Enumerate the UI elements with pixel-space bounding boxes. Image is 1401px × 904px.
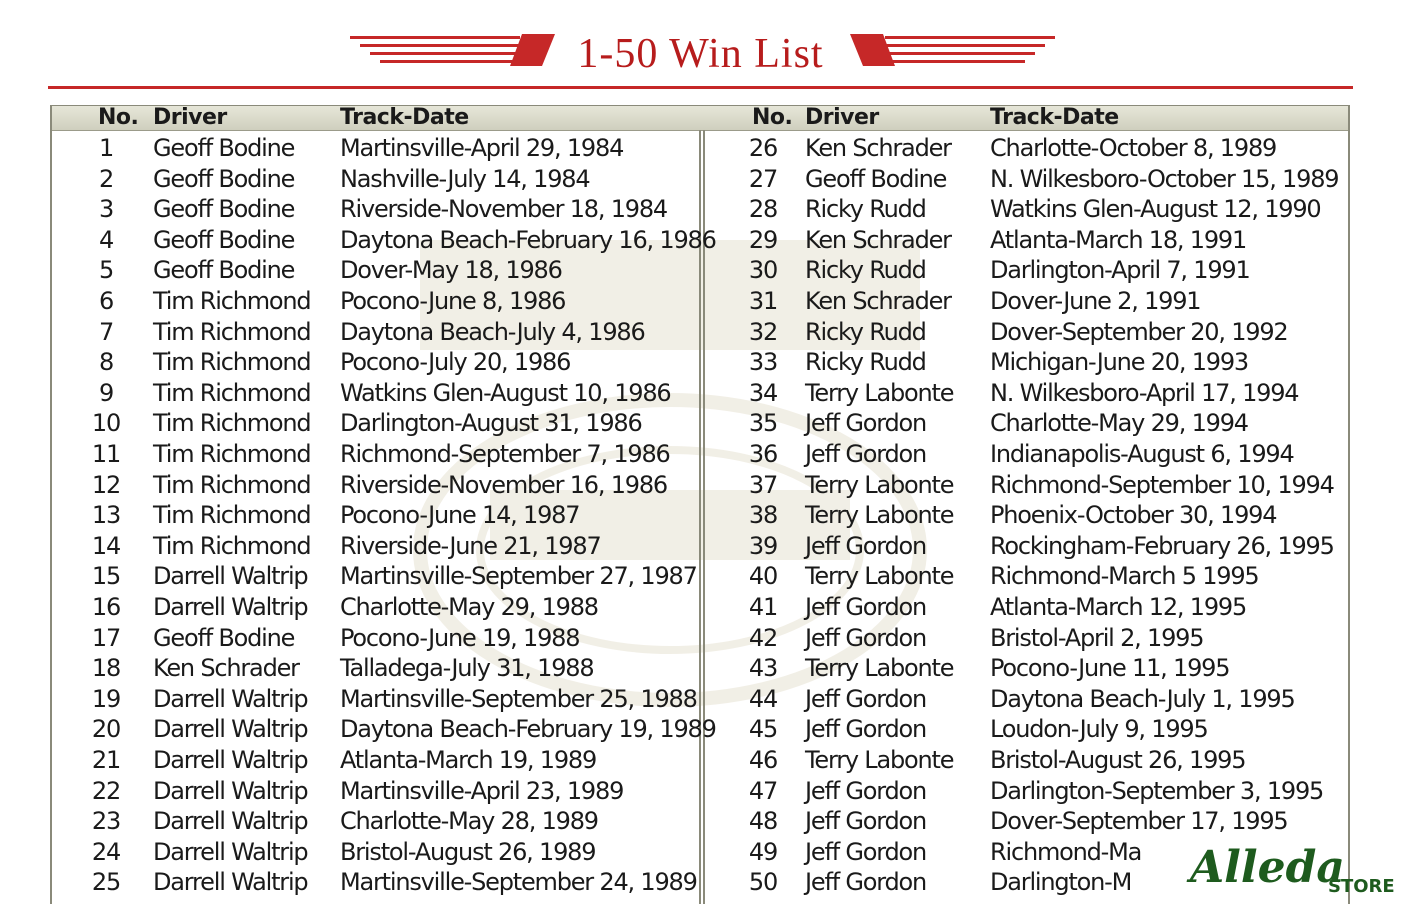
table-row	[0, 409, 1401, 439]
track-date: Talladega-July 31, 1988	[340, 654, 594, 683]
win-number: 18	[91, 654, 121, 683]
track-date: Darlington-August 31, 1986	[340, 409, 642, 438]
header-track-date-left: Track-Date	[340, 105, 469, 130]
win-number: 2	[98, 164, 114, 193]
win-number: 11	[91, 440, 121, 468]
win-number: 30	[748, 256, 778, 285]
track-date: Dover-June 2, 1991	[990, 287, 1201, 315]
win-number: 12	[91, 470, 121, 499]
track-date: Richmond-Ma	[990, 837, 1142, 866]
driver-name: Darrell Waltrip	[153, 715, 308, 744]
win-number: 6	[98, 287, 114, 315]
win-number: 32	[748, 317, 778, 346]
track-date: Charlotte-May 29, 1994	[990, 409, 1248, 438]
win-number: 15	[91, 562, 121, 591]
win-number: 41	[748, 593, 778, 621]
track-date: Michigan-June 20, 1993	[990, 348, 1248, 377]
win-number: 9	[98, 378, 114, 407]
driver-name: Tim Richmond	[153, 501, 311, 530]
win-number: 35	[748, 409, 778, 438]
driver-name: Geoff Bodine	[153, 623, 295, 652]
driver-name: Jeff Gordon	[805, 684, 927, 713]
driver-name: Terry Labonte	[805, 378, 954, 407]
win-number: 27	[748, 164, 778, 193]
win-number: 22	[91, 776, 121, 805]
store-logo: Alleda	[1190, 842, 1345, 893]
win-number: 25	[91, 868, 121, 897]
track-date: N. Wilkesboro-October 15, 1989	[990, 164, 1339, 193]
win-number: 7	[98, 317, 114, 346]
win-number: 16	[91, 593, 121, 621]
table-row	[0, 287, 1401, 317]
win-number: 1	[98, 134, 114, 162]
table-row	[0, 654, 1401, 684]
table-row	[0, 501, 1401, 531]
driver-name: Darrell Waltrip	[153, 868, 308, 897]
table-row	[0, 471, 1401, 501]
win-number: 42	[748, 623, 778, 652]
win-number: 44	[748, 684, 778, 713]
driver-name: Geoff Bodine	[153, 225, 295, 254]
win-number: 36	[748, 440, 778, 468]
track-date: Pocono-June 19, 1988	[340, 623, 580, 652]
driver-name: Geoff Bodine	[805, 164, 947, 193]
right-wing-ornament	[845, 32, 1055, 72]
title-area	[0, 22, 1401, 82]
table-row	[0, 715, 1401, 745]
win-number: 48	[748, 807, 778, 836]
table-row	[0, 348, 1401, 378]
track-date: Riverside-November 18, 1984	[340, 195, 667, 224]
table-header-bar	[52, 106, 1348, 131]
track-date: Daytona Beach-July 1, 1995	[990, 684, 1295, 713]
track-date: Darlington-M	[990, 868, 1132, 897]
driver-name: Terry Labonte	[805, 746, 954, 774]
driver-name: Tim Richmond	[153, 348, 311, 377]
table-row	[0, 379, 1401, 409]
driver-name: Jeff Gordon	[805, 440, 927, 468]
table-row	[0, 685, 1401, 715]
track-date: Indianapolis-August 6, 1994	[990, 440, 1294, 468]
track-date: Atlanta-March 19, 1989	[340, 746, 597, 774]
driver-name: Geoff Bodine	[153, 164, 295, 193]
win-number: 50	[748, 868, 778, 897]
win-number: 21	[91, 746, 121, 774]
table-row	[0, 134, 1401, 164]
driver-name: Ricky Rudd	[805, 195, 926, 224]
win-number: 38	[748, 501, 778, 530]
win-number: 14	[91, 531, 121, 560]
table-row	[0, 532, 1401, 562]
driver-name: Jeff Gordon	[805, 776, 927, 805]
win-number: 45	[748, 715, 778, 744]
track-date: Charlotte-October 8, 1989	[990, 134, 1277, 162]
track-date: Darlington-September 3, 1995	[990, 776, 1324, 805]
track-date: Rockingham-February 26, 1995	[990, 531, 1334, 560]
track-date: Bristol-April 2, 1995	[990, 623, 1204, 652]
win-number: 24	[91, 837, 121, 866]
header-driver-left: Driver	[153, 105, 227, 130]
driver-name: Jeff Gordon	[805, 715, 927, 744]
track-date: Richmond-March 5 1995	[990, 562, 1259, 591]
track-date: Riverside-November 16, 1986	[340, 470, 667, 499]
win-number: 3	[98, 195, 114, 224]
win-number: 17	[91, 623, 121, 652]
driver-name: Jeff Gordon	[805, 593, 927, 621]
header-track-date-right: Track-Date	[990, 105, 1119, 130]
table-row	[0, 562, 1401, 592]
track-date: Riverside-June 21, 1987	[340, 531, 601, 560]
driver-name: Geoff Bodine	[153, 256, 295, 285]
win-number: 31	[748, 287, 778, 315]
win-number: 39	[748, 531, 778, 560]
driver-name: Ken Schrader	[805, 134, 951, 162]
driver-name: Jeff Gordon	[805, 868, 927, 897]
driver-name: Tim Richmond	[153, 287, 311, 315]
win-number: 19	[91, 684, 121, 713]
track-date: Bristol-August 26, 1989	[340, 837, 596, 866]
driver-name: Darrell Waltrip	[153, 684, 308, 713]
driver-name: Darrell Waltrip	[153, 593, 308, 621]
win-number: 49	[748, 837, 778, 866]
driver-name: Ken Schrader	[805, 225, 951, 254]
track-date: N. Wilkesboro-April 17, 1994	[990, 378, 1299, 407]
driver-name: Tim Richmond	[153, 378, 311, 407]
win-number: 13	[91, 501, 121, 530]
driver-name: Geoff Bodine	[153, 195, 295, 224]
win-number: 5	[98, 256, 114, 285]
header-no-left: No.	[98, 105, 139, 130]
title-rule	[48, 86, 1353, 89]
track-date: Nashville-July 14, 1984	[340, 164, 590, 193]
driver-name: Ricky Rudd	[805, 317, 926, 346]
driver-name: Darrell Waltrip	[153, 776, 308, 805]
header-no-right: No.	[752, 105, 793, 130]
track-date: Martinsville-September 27, 1987	[340, 562, 697, 591]
track-date: Atlanta-March 12, 1995	[990, 593, 1247, 621]
track-date: Pocono-June 8, 1986	[340, 287, 566, 315]
table-row	[0, 807, 1401, 837]
table-row	[0, 318, 1401, 348]
driver-name: Ricky Rudd	[805, 348, 926, 377]
table-row	[0, 256, 1401, 286]
driver-name: Darrell Waltrip	[153, 837, 308, 866]
table-row	[0, 226, 1401, 256]
driver-name: Darrell Waltrip	[153, 746, 308, 774]
driver-name: Tim Richmond	[153, 440, 311, 468]
table-row	[0, 777, 1401, 807]
page-title: 1-50 Win List	[577, 31, 824, 77]
win-number: 40	[748, 562, 778, 591]
table-row	[0, 195, 1401, 225]
win-number: 47	[748, 776, 778, 805]
track-date: Pocono-June 14, 1987	[340, 501, 580, 530]
track-date: Martinsville-September 25, 1988	[340, 684, 697, 713]
track-date: Daytona Beach-February 19, 1989	[340, 715, 716, 744]
header-driver-right: Driver	[805, 105, 879, 130]
track-date: Bristol-August 26, 1995	[990, 746, 1246, 774]
track-date: Dover-September 20, 1992	[990, 317, 1288, 346]
win-number: 8	[98, 348, 114, 377]
win-number: 29	[748, 225, 778, 254]
track-date: Martinsville-April 29, 1984	[340, 134, 624, 162]
win-number: 33	[748, 348, 778, 377]
track-date: Charlotte-May 29, 1988	[340, 593, 598, 621]
win-number: 46	[748, 746, 778, 774]
table-row	[0, 593, 1401, 623]
driver-name: Tim Richmond	[153, 317, 311, 346]
driver-name: Terry Labonte	[805, 654, 954, 683]
driver-name: Ricky Rudd	[805, 256, 926, 285]
driver-name: Jeff Gordon	[805, 623, 927, 652]
win-number: 4	[98, 225, 114, 254]
table-row	[0, 624, 1401, 654]
driver-name: Terry Labonte	[805, 470, 954, 499]
driver-name: Geoff Bodine	[153, 134, 295, 162]
track-date: Charlotte-May 28, 1989	[340, 807, 598, 836]
win-number: 43	[748, 654, 778, 683]
table-row	[0, 746, 1401, 776]
track-date: Darlington-April 7, 1991	[990, 256, 1250, 285]
win-number: 26	[748, 134, 778, 162]
win-number: 37	[748, 470, 778, 499]
driver-name: Darrell Waltrip	[153, 807, 308, 836]
track-date: Atlanta-March 18, 1991	[990, 225, 1247, 254]
track-date: Martinsville-September 24, 1989	[340, 868, 697, 897]
track-date: Daytona Beach-July 4, 1986	[340, 317, 645, 346]
track-date: Watkins Glen-August 10, 1986	[340, 378, 671, 407]
track-date: Phoenix-October 30, 1994	[990, 501, 1277, 530]
track-date: Dover-September 17, 1995	[990, 807, 1288, 836]
win-number: 23	[91, 807, 121, 836]
driver-name: Darrell Waltrip	[153, 562, 308, 591]
driver-name: Ken Schrader	[805, 287, 951, 315]
win-number: 34	[748, 378, 778, 407]
track-date: Richmond-September 7, 1986	[340, 440, 670, 468]
win-number: 20	[91, 715, 121, 744]
win-number: 10	[91, 409, 121, 438]
driver-name: Ken Schrader	[153, 654, 299, 683]
track-date: Dover-May 18, 1986	[340, 256, 562, 285]
store-logo-suffix: STORE	[1328, 876, 1395, 897]
driver-name: Jeff Gordon	[805, 807, 927, 836]
driver-name: Jeff Gordon	[805, 837, 927, 866]
driver-name: Tim Richmond	[153, 409, 311, 438]
track-date: Pocono-June 11, 1995	[990, 654, 1230, 683]
table-row	[0, 165, 1401, 195]
track-date: Loudon-July 9, 1995	[990, 715, 1208, 744]
driver-name: Tim Richmond	[153, 531, 311, 560]
driver-name: Jeff Gordon	[805, 531, 927, 560]
track-date: Watkins Glen-August 12, 1990	[990, 195, 1321, 224]
track-date: Daytona Beach-February 16, 1986	[340, 225, 716, 254]
track-date: Richmond-September 10, 1994	[990, 470, 1334, 499]
win-number: 28	[748, 195, 778, 224]
track-date: Pocono-July 20, 1986	[340, 348, 571, 377]
track-date: Martinsville-April 23, 1989	[340, 776, 624, 805]
driver-name: Terry Labonte	[805, 562, 954, 591]
table-row	[0, 440, 1401, 470]
driver-name: Jeff Gordon	[805, 409, 927, 438]
driver-name: Terry Labonte	[805, 501, 954, 530]
driver-name: Tim Richmond	[153, 470, 311, 499]
